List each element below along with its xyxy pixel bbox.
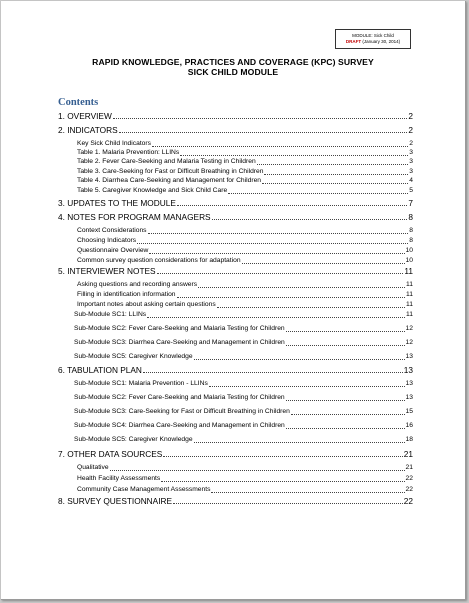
- toc-entry[interactable]: [58, 111, 413, 121]
- toc-entry-label: 6. TABULATION PLAN: [58, 365, 142, 375]
- toc-entry-page-number: 12: [405, 339, 413, 346]
- toc-entry[interactable]: [74, 393, 413, 403]
- toc-entry[interactable]: [74, 435, 413, 445]
- stamp-module: MODULE: Sick Child: [352, 33, 394, 38]
- toc-leader-dots: [228, 186, 408, 194]
- toc-leader-dots: [177, 290, 406, 298]
- toc-entry-label: Health Facility Assessments: [77, 475, 161, 482]
- toc-entry-label: Sub-Module SC2: Fever Care-Seeking and Malaria Testing for Children: [74, 325, 285, 332]
- toc-leader-dots: [152, 139, 408, 147]
- toc-entry-page-number: 10: [405, 257, 413, 264]
- toc-leader-dots: [177, 198, 408, 206]
- toc-entry-page-number: 22: [403, 496, 413, 506]
- document-subtitle: SICK CHILD MODULE: [187, 67, 279, 77]
- toc-entry-label: 2. INDICATORS: [58, 125, 118, 135]
- toc-leader-dots: [264, 167, 408, 175]
- toc-entry[interactable]: [74, 352, 413, 362]
- document-title: RAPID KNOWLEDGE, PRACTICES AND COVERAGE (KPC) SURVEY: [92, 57, 374, 67]
- toc-entry-page-number: 5: [409, 187, 413, 194]
- toc-entry-label: Key Sick Child Indicators: [77, 140, 151, 147]
- toc-leader-dots: [194, 352, 405, 360]
- toc-entry[interactable]: [77, 226, 413, 236]
- toc-leader-dots: [198, 280, 405, 288]
- toc-entry-label: Table 3. Care-Seeking for Fast or Difficult Breathing in Children: [77, 168, 264, 175]
- toc-entry[interactable]: [77, 256, 413, 266]
- toc-entry[interactable]: [58, 266, 413, 276]
- toc-entry-label: Sub-Module SC5: Caregiver Knowledge: [74, 353, 193, 360]
- toc-entry-page-number: 3: [409, 168, 413, 175]
- toc-entry[interactable]: [74, 310, 413, 320]
- toc-entry-label: Table 2. Fever Care-Seeking and Malaria Testing in Children: [77, 158, 256, 165]
- toc-entry-label: Questionnaire Overview: [77, 247, 149, 254]
- toc-entry-label: Community Case Management Assessments: [77, 486, 211, 493]
- toc-entry-label: Sub-Module SC3: Diarrhea Care-Seeking and Management in Children: [74, 339, 285, 346]
- toc-entry[interactable]: [58, 449, 413, 459]
- toc-entry-label: 3. UPDATES TO THE MODULE: [58, 198, 176, 208]
- toc-entry-page-number: 11: [406, 281, 413, 288]
- toc-entry[interactable]: [74, 324, 413, 334]
- toc-leader-dots: [110, 463, 405, 471]
- toc-entry-page-number: 22: [405, 486, 413, 493]
- toc-entry[interactable]: [58, 496, 413, 506]
- toc-entry[interactable]: [77, 300, 413, 310]
- toc-leader-dots: [157, 266, 404, 274]
- toc-entry-label: Sub-Module SC1: Malaria Prevention - LLINs: [74, 380, 208, 387]
- contents-heading: Contents: [58, 97, 99, 108]
- toc-entry[interactable]: [77, 485, 413, 495]
- toc-leader-dots: [217, 300, 405, 308]
- toc-entry-label: 4. NOTES FOR PROGRAM MANAGERS: [58, 212, 211, 222]
- toc-entry[interactable]: [77, 186, 413, 196]
- toc-entry[interactable]: [77, 474, 413, 484]
- toc-leader-dots: [148, 226, 409, 234]
- toc-entry[interactable]: [77, 290, 413, 300]
- toc-entry-label: Sub-Module SC1: LLINs: [74, 311, 147, 318]
- toc-leader-dots: [194, 435, 405, 443]
- toc-entry[interactable]: [74, 407, 413, 417]
- toc-entry[interactable]: [58, 212, 413, 222]
- toc-leader-dots: [286, 338, 405, 346]
- toc-leader-dots: [257, 157, 409, 165]
- toc-entry[interactable]: [77, 157, 413, 167]
- toc-leader-dots: [180, 148, 408, 156]
- toc-entry-page-number: 13: [405, 380, 413, 387]
- toc-leader-dots: [163, 449, 402, 457]
- toc-entry-label: Sub-Module SC5: Caregiver Knowledge: [74, 436, 193, 443]
- toc-leader-dots: [242, 256, 405, 264]
- toc-leader-dots: [286, 324, 405, 332]
- toc-leader-dots: [173, 496, 403, 504]
- toc-entry-label: Table 1. Malaria Prevention: LLINs: [77, 149, 180, 156]
- toc-entry-page-number: 3: [409, 158, 413, 165]
- toc-entry-label: 8. SURVEY QUESTIONNAIRE: [58, 496, 173, 506]
- toc-entry-label: Context Considerations: [77, 227, 147, 234]
- toc-entry-label: Common survey question considerations for adaptation: [77, 257, 241, 264]
- toc-leader-dots: [211, 485, 404, 493]
- toc-leader-dots: [262, 176, 408, 184]
- toc-entry-label: Choosing Indicators: [77, 237, 137, 244]
- toc-leader-dots: [143, 365, 403, 373]
- toc-entry-label: 1. OVERVIEW: [58, 111, 112, 121]
- toc-entry[interactable]: [74, 338, 413, 348]
- toc-entry-page-number: 10: [405, 247, 413, 254]
- toc-entry-page-number: 13: [403, 365, 413, 375]
- toc-entry-page-number: 13: [405, 353, 413, 360]
- toc-entry-page-number: 2: [408, 111, 413, 121]
- toc-leader-dots: [286, 393, 405, 401]
- toc-entry-page-number: 11: [406, 311, 413, 318]
- toc-entry-label: Qualitative: [77, 464, 109, 471]
- toc-entry[interactable]: [77, 246, 413, 256]
- toc-entry-page-number: 8: [409, 237, 413, 244]
- toc-entry-page-number: 2: [408, 125, 413, 135]
- toc-entry-page-number: 21: [403, 449, 413, 459]
- toc-leader-dots: [147, 310, 405, 318]
- toc-entry-page-number: 18: [405, 436, 413, 443]
- draft-stamp: [335, 29, 411, 49]
- toc-leader-dots: [209, 379, 405, 387]
- toc-entry-page-number: 11: [406, 301, 413, 308]
- toc-entry-label: 5. INTERVIEWER NOTES: [58, 266, 156, 276]
- toc-entry-label: Table 5. Caregiver Knowledge and Sick Child Care: [77, 187, 228, 194]
- toc-leader-dots: [291, 407, 405, 415]
- toc-leader-dots: [149, 246, 404, 254]
- toc-entry-page-number: 2: [409, 140, 413, 147]
- toc-entry-page-number: 15: [405, 408, 413, 415]
- toc-leader-dots: [212, 212, 408, 220]
- toc-entry-page-number: 8: [408, 212, 413, 222]
- toc-entry-page-number: 22: [405, 475, 413, 482]
- toc-entry-page-number: 11: [404, 266, 413, 276]
- toc-entry-page-number: 13: [405, 394, 413, 401]
- toc-entry[interactable]: [74, 421, 413, 431]
- toc-entry[interactable]: [77, 280, 413, 290]
- toc-entry-page-number: 3: [409, 149, 413, 156]
- toc-entry-label: Table 4. Diarrhea Care-Seeking and Management for Children: [77, 177, 262, 184]
- toc-entry-page-number: 12: [405, 325, 413, 332]
- toc-leader-dots: [113, 111, 408, 119]
- toc-entry-label: Sub-Module SC2: Fever Care-Seeking and Malaria Testing for Children: [74, 394, 285, 401]
- toc-entry[interactable]: [77, 463, 413, 473]
- toc-entry[interactable]: [58, 198, 413, 208]
- toc-leader-dots: [161, 474, 404, 482]
- toc-leader-dots: [286, 421, 405, 429]
- document-page: [1, 1, 466, 600]
- toc-entry-page-number: 11: [406, 291, 413, 298]
- toc-entry-label: Asking questions and recording answers: [77, 281, 198, 288]
- toc-leader-dots: [119, 125, 408, 133]
- toc-entry-page-number: 8: [409, 227, 413, 234]
- toc-entry-label: Sub-Module SC3: Care-Seeking for Fast or Difficult Breathing in Children: [74, 408, 290, 415]
- toc-entry[interactable]: [77, 236, 413, 246]
- stamp-date: (January 30, 2014): [362, 39, 401, 44]
- toc-entry[interactable]: [58, 125, 413, 135]
- toc-leader-dots: [137, 236, 408, 244]
- toc-entry-page-number: 21: [405, 464, 413, 471]
- toc-entry-page-number: 4: [409, 177, 413, 184]
- toc-entry-label: 7. OTHER DATA SOURCES: [58, 449, 163, 459]
- toc-entry-label: Important notes about asking certain questions: [77, 301, 216, 308]
- toc-entry[interactable]: [74, 379, 413, 389]
- toc-entry-label: Filling in identification information: [77, 291, 176, 298]
- toc-entry-label: Sub-Module SC4: Diarrhea Care-Seeking and Management in Children: [74, 422, 285, 429]
- toc-entry[interactable]: [58, 365, 413, 375]
- toc-entry[interactable]: [77, 176, 413, 186]
- toc-entry-page-number: 16: [405, 422, 413, 429]
- stamp-draft: DRAFT: [345, 39, 362, 44]
- toc-entry-page-number: 7: [408, 198, 413, 208]
